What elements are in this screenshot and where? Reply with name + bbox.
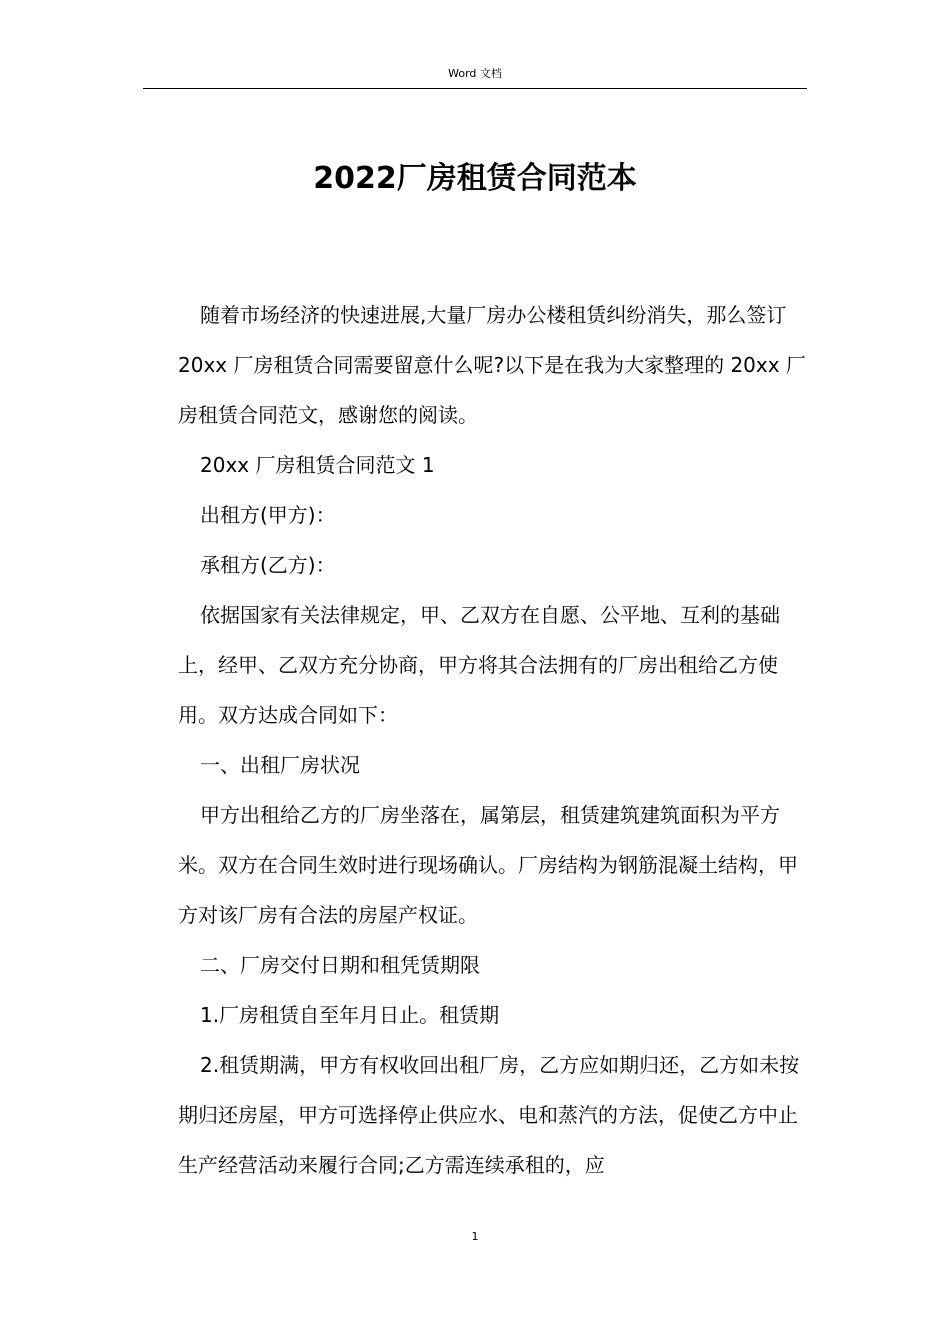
document-body xyxy=(178,290,806,1190)
page-footer xyxy=(0,1227,950,1247)
page-number: 1 xyxy=(471,1230,479,1243)
page-header xyxy=(143,64,807,89)
paragraph-lessor: 出租方(甲方)： xyxy=(200,503,336,527)
paragraph-clause-2-heading: 二、厂房交付日期和租凭赁期限 xyxy=(200,953,480,977)
paragraph-clause-2-item-2: 2.租赁期满，甲方有权收回出租厂房，乙方应如期归还，乙方如未按期归还房屋，甲方可选择停止供应水、电和蒸汽的方法，促使乙方中止生产经营活动来履行合同;乙方需连续承租的，应 xyxy=(178,1053,800,1177)
paragraph-lessee: 承租方(乙方)： xyxy=(200,553,336,577)
paragraph-section-heading: 20xx 厂房租赁合同范文 1 xyxy=(200,453,435,477)
paragraph-clause-1-heading: 一、出租厂房状况 xyxy=(200,753,360,777)
paragraph-clause-2-item-1: 1.厂房租赁自至年月日止。租赁期 xyxy=(200,1003,500,1027)
paragraph-preamble: 依据国家有关法律规定，甲、乙双方在自愿、公平地、互利的基础上，经甲、乙双方充分协商，甲方将其合法拥有的厂房出租给乙方使用。双方达成合同如下： xyxy=(178,603,780,727)
document-title: 2022厂房租赁合同范本 xyxy=(313,161,637,196)
header-text: Word 文档 xyxy=(448,67,502,80)
paragraph-intro: 随着市场经济的快速进展,大量厂房办公楼租赁纠纷消失，那么签订 20xx 厂房租赁合同需要留意什么呢?以下是在我为大家整理的 20xx 厂房租赁合同范文，感谢您的阅读。 xyxy=(178,303,806,427)
paragraph-clause-1-body: 甲方出租给乙方的厂房坐落在，属第层，租赁建筑建筑面积为平方米。双方在合同生效时进行现场确认。厂房结构为钢筋混凝土结构，甲方对该厂房有合法的房屋产权证。 xyxy=(178,803,798,927)
